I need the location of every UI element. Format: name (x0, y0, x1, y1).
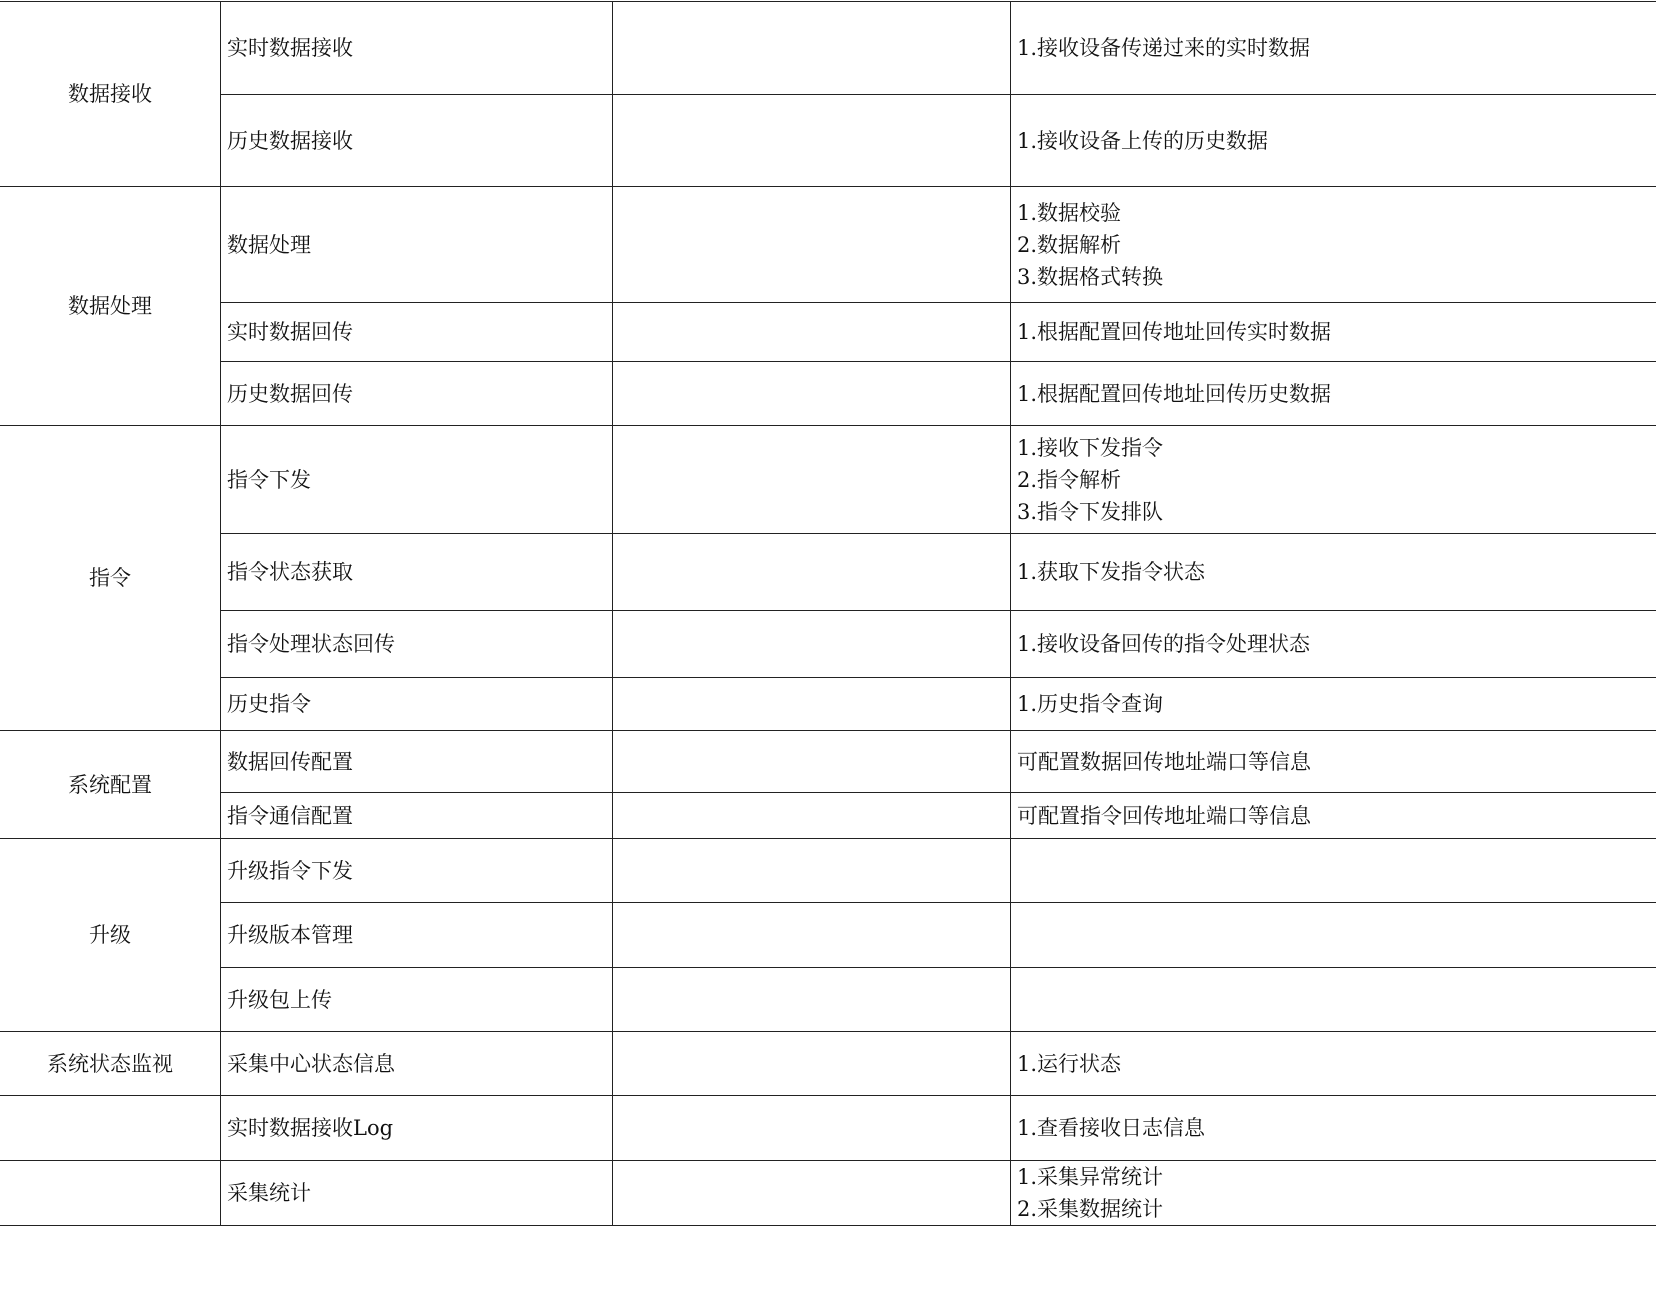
blank-cell (613, 839, 1011, 903)
function-spec-table (0, 1, 1656, 1226)
description-cell (1011, 903, 1656, 968)
description-cell (1011, 839, 1656, 903)
module-cell (0, 1096, 221, 1161)
description-line: 1.采集异常统计 (1017, 1165, 1164, 1189)
blank-cell (613, 2, 1011, 95)
description-line: 2.数据解析 (1017, 232, 1122, 257)
description-line: 3.数据格式转换 (1017, 264, 1164, 289)
description-cell (1011, 534, 1656, 611)
module-cell: 指令 (0, 426, 221, 731)
function-cell: 历史数据接收 (221, 95, 613, 187)
table-row (0, 839, 1656, 903)
function-cell: 数据处理 (221, 187, 613, 303)
table-row (0, 903, 1656, 968)
table-row (0, 611, 1656, 678)
description-cell (1011, 1161, 1656, 1226)
table-row (0, 1096, 1656, 1161)
description-line: 1.运行状态 (1017, 1051, 1122, 1076)
description-cell (1011, 793, 1656, 839)
description-line: 1.历史指令查询 (1017, 692, 1164, 716)
description-cell (1011, 2, 1656, 95)
blank-cell (613, 1161, 1011, 1226)
module-cell: 数据处理 (0, 187, 221, 426)
table-row (0, 678, 1656, 731)
description-line: 可配置指令回传地址端口等信息 (1017, 803, 1311, 828)
description-line: 1.查看接收日志信息 (1017, 1116, 1206, 1140)
function-cell: 升级指令下发 (221, 839, 613, 903)
module-cell: 系统状态监视 (0, 1032, 221, 1096)
function-cell: 历史指令 (221, 678, 613, 731)
function-cell: 指令状态获取 (221, 534, 613, 611)
function-cell: 指令下发 (221, 426, 613, 534)
description-cell (1011, 678, 1656, 731)
table-row (0, 426, 1656, 534)
table-row (0, 793, 1656, 839)
blank-cell (613, 903, 1011, 968)
description-cell (1011, 731, 1656, 793)
description-cell (1011, 303, 1656, 362)
function-cell: 实时数据回传 (221, 303, 613, 362)
table-row (0, 362, 1656, 426)
blank-cell (613, 678, 1011, 731)
description-cell (1011, 1032, 1656, 1096)
blank-cell (613, 1096, 1011, 1161)
function-cell: 升级包上传 (221, 968, 613, 1032)
module-cell: 升级 (0, 839, 221, 1032)
description-line: 1.接收下发指令 (1017, 435, 1164, 460)
description-line: 1.数据校验 (1017, 200, 1122, 225)
description-line: 2.采集数据统计 (1017, 1197, 1164, 1221)
description-line: 3.指令下发排队 (1017, 499, 1164, 524)
description-line: 可配置数据回传地址端口等信息 (1017, 749, 1311, 774)
description-line: 1.根据配置回传地址回传历史数据 (1017, 381, 1332, 406)
function-cell: 指令通信配置 (221, 793, 613, 839)
table-body (0, 2, 1656, 1226)
blank-cell (613, 793, 1011, 839)
table-row (0, 95, 1656, 187)
description-cell (1011, 95, 1656, 187)
description-line: 1.接收设备传递过来的实时数据 (1017, 36, 1311, 60)
function-cell: 实时数据接收 (221, 2, 613, 95)
table-row (0, 1161, 1656, 1226)
blank-cell (613, 187, 1011, 303)
function-cell: 升级版本管理 (221, 903, 613, 968)
description-line: 1.接收设备上传的历史数据 (1017, 128, 1269, 153)
blank-cell (613, 534, 1011, 611)
description-cell (1011, 611, 1656, 678)
blank-cell (613, 303, 1011, 362)
function-cell: 采集中心状态信息 (221, 1032, 613, 1096)
module-cell: 系统配置 (0, 731, 221, 839)
description-line: 1.接收设备回传的指令处理状态 (1017, 632, 1311, 656)
description-cell (1011, 968, 1656, 1032)
description-cell (1011, 426, 1656, 534)
module-cell: 数据接收 (0, 2, 221, 187)
description-line: 1.根据配置回传地址回传实时数据 (1017, 320, 1332, 344)
description-cell (1011, 362, 1656, 426)
table-row (0, 2, 1656, 95)
blank-cell (613, 1032, 1011, 1096)
blank-cell (613, 95, 1011, 187)
table-row (0, 1032, 1656, 1096)
blank-cell (613, 426, 1011, 534)
function-cell: 数据回传配置 (221, 731, 613, 793)
description-line: 2.指令解析 (1017, 467, 1122, 492)
table-row (0, 731, 1656, 793)
module-cell (0, 1161, 221, 1226)
table-row (0, 303, 1656, 362)
table-row (0, 534, 1656, 611)
blank-cell (613, 362, 1011, 426)
function-cell: 指令处理状态回传 (221, 611, 613, 678)
blank-cell (613, 611, 1011, 678)
function-cell: 实时数据接收Log (221, 1096, 613, 1161)
description-line: 1.获取下发指令状态 (1017, 560, 1206, 584)
description-cell (1011, 187, 1656, 303)
table-row (0, 187, 1656, 303)
blank-cell (613, 731, 1011, 793)
blank-cell (613, 968, 1011, 1032)
table-row (0, 968, 1656, 1032)
function-cell: 历史数据回传 (221, 362, 613, 426)
function-cell: 采集统计 (221, 1161, 613, 1226)
description-cell (1011, 1096, 1656, 1161)
